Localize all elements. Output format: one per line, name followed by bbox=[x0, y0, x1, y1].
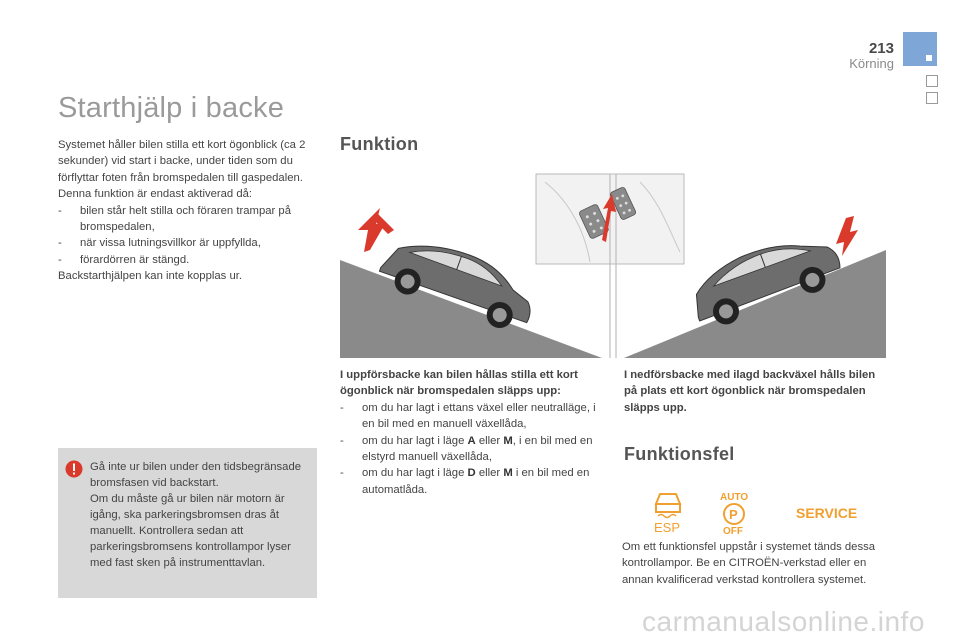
page-title: Starthjälp i backe bbox=[58, 92, 285, 124]
chapter-tab[interactable] bbox=[926, 75, 938, 87]
uphill-description bbox=[340, 367, 602, 498]
warning-icon bbox=[65, 460, 83, 478]
downhill-description: I nedförsbacke med ilagd backväxel hålls bilen på plats ett kort ögonblick när bromspedalen släpps upp. bbox=[624, 369, 876, 414]
p-label: P bbox=[729, 507, 738, 522]
esp-lamp-icon bbox=[654, 494, 680, 535]
warning-paragraph: Om du måste gå ur bilen när motorn är igång, ska parkeringsbromsen dras åt manuellt. Kontrollera sedan att parkeringsbromsens kontrollampor lyser med fast sken på instrumenttavlan. bbox=[90, 493, 291, 569]
list-item: - förardörren är stängd. bbox=[58, 252, 320, 268]
service-lamp-icon: SERVICE bbox=[796, 505, 858, 521]
intro-text bbox=[58, 137, 320, 285]
warning-lamps bbox=[650, 490, 858, 537]
auto-label: AUTO bbox=[720, 492, 749, 503]
esp-label: ESP bbox=[654, 520, 681, 535]
list-item: - om du har lagt i ettans växel eller neutralläge, i en bil med en manuell växellåda, bbox=[340, 400, 602, 433]
chapter-tab-active[interactable] bbox=[903, 32, 937, 66]
motion-arrow-left bbox=[358, 208, 386, 252]
funktionsfel-text: Om ett funktionsfel uppstår i systemet tänds dessa kontrollampor. Be en CITROËN-verkstad eller en annan kvalificerad verkstad kontrollera systemet. bbox=[622, 541, 876, 586]
intro-paragraph: Denna funktion är endast aktiverad då: bbox=[58, 188, 253, 201]
section-heading-funktion: Funktion bbox=[340, 134, 419, 154]
pedal-inset bbox=[536, 174, 684, 358]
list-item: - när vissa lutningsvillkor är uppfyllda, bbox=[58, 235, 320, 251]
chapter-tab[interactable] bbox=[926, 92, 938, 104]
section-name: Körning bbox=[849, 56, 894, 71]
uphill-lead: I uppförsbacke kan bilen hållas stilla ett kort ögonblick när bromspedalen släpps upp: bbox=[340, 369, 578, 398]
hill-start-illustration bbox=[340, 172, 886, 358]
auto-p-off-lamp-icon bbox=[720, 492, 748, 537]
watermark: carmanualsonline.info bbox=[642, 606, 925, 637]
motion-arrow-right bbox=[836, 216, 858, 256]
intro-paragraph: Backstarthjälpen kan inte kopplas ur. bbox=[58, 270, 242, 283]
list-item: - om du har lagt i läge A eller M, i en bil med en elstyrd manuell växellåda, bbox=[340, 433, 602, 466]
list-item: - om du har lagt i läge D eller M i en bil med en automatlåda. bbox=[340, 465, 602, 498]
section-heading-funktionsfel: Funktionsfel bbox=[624, 444, 735, 464]
list-item: - bilen står helt stilla och föraren trampar på bromspedalen, bbox=[58, 203, 320, 236]
warning-text bbox=[90, 459, 312, 571]
intro-paragraph: Systemet håller bilen stilla ett kort ögonblick (ca 2 sekunder) vid start i backe, under tiden som du förflyttar foten från bromspedalen till gaspedalen. bbox=[58, 139, 306, 184]
page-number: 213 bbox=[868, 40, 894, 57]
warning-paragraph: Gå inte ur bilen under den tidsbegränsade bromsfasen vid backstart. bbox=[90, 461, 302, 489]
off-label: OFF bbox=[723, 526, 743, 537]
